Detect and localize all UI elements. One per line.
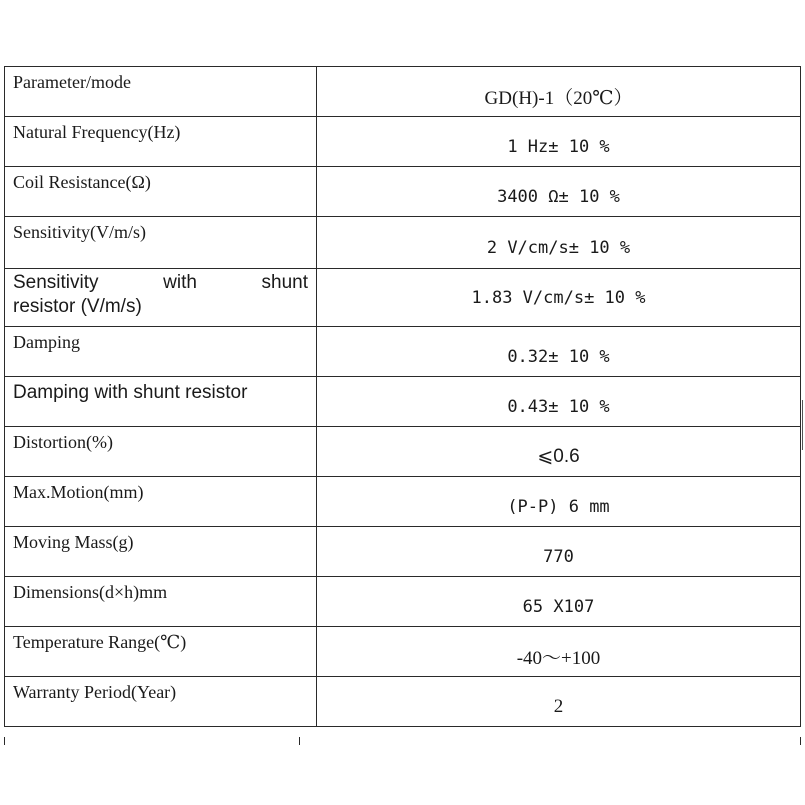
value-cell: GD(H)-1（20℃） xyxy=(317,67,801,117)
value-cell: (P-P) 6 mm xyxy=(317,477,801,527)
value-cell: 0.43± 10 % xyxy=(317,377,801,427)
value-cell: 1 Hz± 10 % xyxy=(317,117,801,167)
divider xyxy=(4,737,5,745)
parameter-cell: Damping with shunt resistor xyxy=(5,377,317,427)
parameter-line: resistor (V/m/s) xyxy=(13,296,142,317)
parameter-cell: Distortion(%) xyxy=(5,427,317,477)
value-cell: -40～+100 xyxy=(317,627,801,677)
table-row xyxy=(5,427,801,477)
parameter-line: Sensitivity with shunt xyxy=(13,272,308,293)
value-cell: 1.83 V/cm/s± 10 % xyxy=(317,269,801,327)
table-row xyxy=(5,527,801,577)
table-row xyxy=(5,67,801,117)
parameter-cell: Dimensions(d×h)mm xyxy=(5,577,317,627)
value-cell: 3400 Ω± 10 % xyxy=(317,167,801,217)
parameter-cell: Sensitivity(V/m/s) xyxy=(5,217,317,269)
parameter-cell: Moving Mass(g) xyxy=(5,527,317,577)
divider xyxy=(299,737,300,745)
table-row xyxy=(5,477,801,527)
value-cell: 65 X107 xyxy=(317,577,801,627)
divider xyxy=(802,400,803,450)
table-row xyxy=(5,269,801,327)
table-row xyxy=(5,217,801,269)
parameter-cell xyxy=(5,269,317,327)
table-row xyxy=(5,327,801,377)
table-row xyxy=(5,377,801,427)
value-cell: ⩽0.6 xyxy=(317,427,801,477)
value-cell: 0.32± 10 % xyxy=(317,327,801,377)
table-continuation xyxy=(4,737,801,745)
value-cell: 770 xyxy=(317,527,801,577)
parameter-cell: Coil Resistance(Ω) xyxy=(5,167,317,217)
spec-table xyxy=(4,66,801,727)
table-row xyxy=(5,117,801,167)
value-cell: 2 V/cm/s± 10 % xyxy=(317,217,801,269)
parameter-cell: Damping xyxy=(5,327,317,377)
table-row xyxy=(5,577,801,627)
parameter-cell: Parameter/mode xyxy=(5,67,317,117)
divider xyxy=(800,737,801,745)
parameter-cell: Max.Motion(mm) xyxy=(5,477,317,527)
value-cell: 2 xyxy=(317,677,801,727)
table-row xyxy=(5,677,801,727)
parameter-cell: Temperature Range(℃) xyxy=(5,627,317,677)
table-row xyxy=(5,627,801,677)
table-row xyxy=(5,167,801,217)
parameter-cell: Natural Frequency(Hz) xyxy=(5,117,317,167)
parameter-cell: Warranty Period(Year) xyxy=(5,677,317,727)
